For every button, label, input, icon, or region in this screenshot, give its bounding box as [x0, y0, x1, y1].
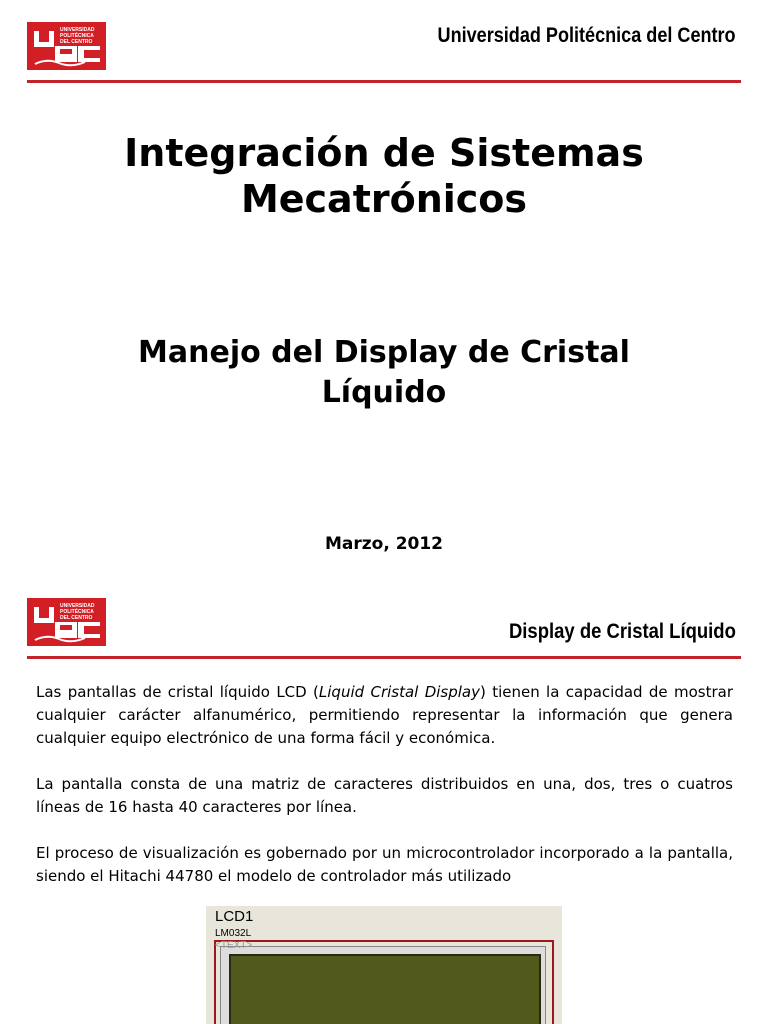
svg-text:DEL CENTRO: DEL CENTRO — [60, 39, 93, 45]
svg-text:UNIVERSIDAD: UNIVERSIDAD — [60, 27, 95, 33]
lcd-english-term: Liquid Cristal Display — [318, 683, 480, 701]
presentation-date: Marzo, 2012 — [324, 534, 444, 554]
lcd-model-label: LM032L — [215, 928, 252, 939]
upc-logo — [27, 598, 106, 646]
paragraph-lcd-definition: Las pantallas de cristal líquido LCD (Liquid Cristal Display) tienen la capacidad de mostrar cualquier carácter alfanumérico, permitiendo representar la información que genera cualquier equipo electrónico de una forma fácil y económica. — [36, 683, 734, 747]
header-rule — [27, 656, 741, 659]
lcd-text-placeholder: <TEXT> — [215, 940, 253, 951]
lcd-screen — [229, 954, 541, 1024]
slide-body — [36, 681, 733, 911]
presentation-title — [0, 130, 768, 222]
lcd-ref-label: LCD1 — [215, 908, 254, 925]
subtitle-line-2: Líquido — [321, 375, 447, 410]
svg-text:POLITÉCNICA: POLITÉCNICA — [60, 33, 94, 39]
svg-text:POLITÉCNICA: POLITÉCNICA — [60, 609, 94, 615]
header-rule — [27, 80, 741, 83]
slide-lcd-intro — [0, 590, 768, 1024]
paragraph-controller: El proceso de visualización es gobernado por un microcontrolador incorporado a la pantalla, siendo el Hitachi 44780 el modelo de controlador más utilizado — [36, 844, 733, 885]
presentation-subtitle — [0, 333, 768, 413]
lcd-schematic-image — [206, 906, 562, 1024]
slide-heading: Display de Cristal Líquido — [509, 620, 736, 643]
university-name: Universidad Politécnica del Centro — [437, 24, 736, 47]
paragraph-matrix: La pantalla consta de una matriz de caracteres distribuidos en una, dos, tres o cuatros líneas de 16 hasta 40 caracteres por línea. — [36, 775, 733, 816]
title-line-1: Integración de Sistemas — [124, 131, 644, 175]
svg-text:UNIVERSIDAD: UNIVERSIDAD — [60, 603, 95, 609]
title-line-2: Mecatrónicos — [240, 177, 528, 221]
upc-logo — [27, 22, 106, 70]
subtitle-line-1: Manejo del Display de Cristal — [138, 335, 630, 370]
svg-text:DEL CENTRO: DEL CENTRO — [60, 615, 93, 621]
